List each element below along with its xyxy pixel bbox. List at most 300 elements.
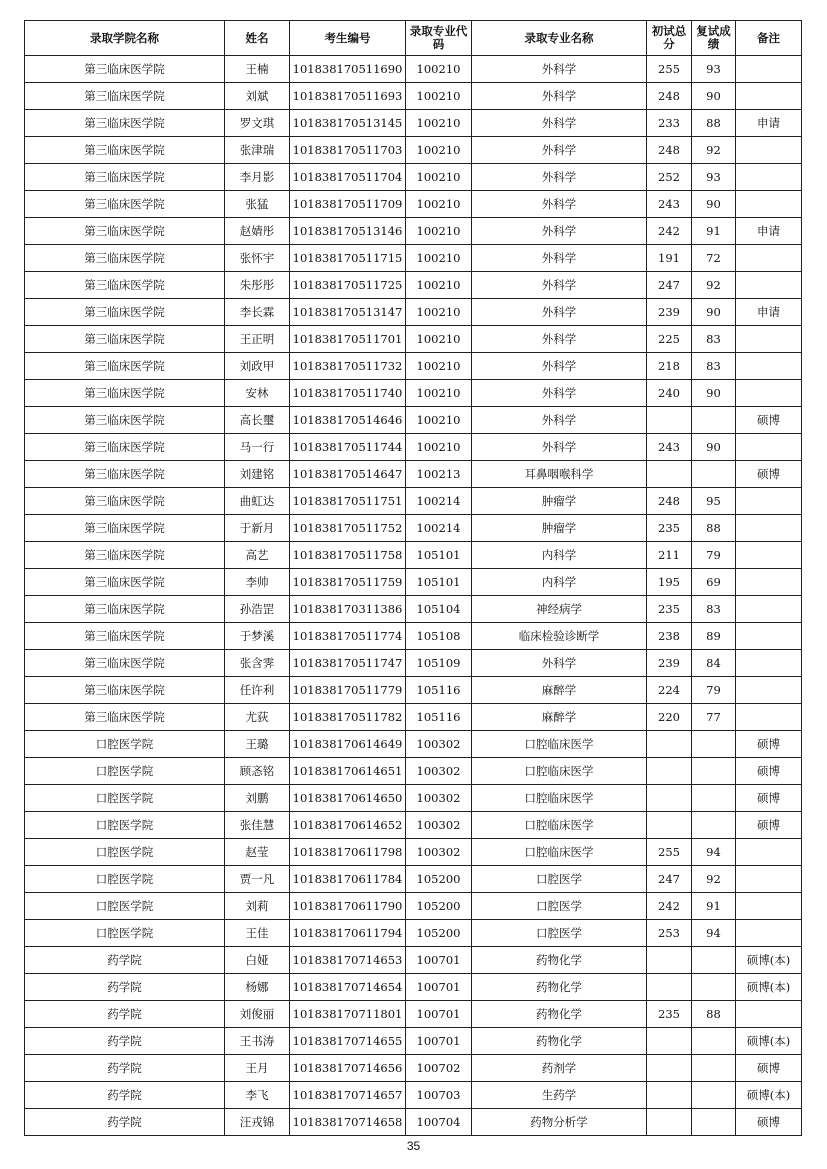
cell-college: 药学院: [25, 1109, 225, 1136]
cell-name: 刘建铭: [225, 461, 290, 488]
table-row: [25, 1001, 802, 1028]
cell-college: 第三临床医学院: [25, 245, 225, 272]
cell-name: 刘鹏: [225, 785, 290, 812]
cell-retest-score: [692, 1082, 736, 1109]
header-major-code: 录取专业代码: [406, 21, 472, 56]
cell-exam-id: 101838170511703: [290, 137, 406, 164]
cell-major-name: 内科学: [472, 542, 647, 569]
table-row: [25, 731, 802, 758]
cell-retest-score: [692, 1055, 736, 1082]
cell-initial-score: 247: [647, 866, 692, 893]
cell-major-code: 100701: [406, 974, 472, 1001]
cell-exam-id: 101838170614652: [290, 812, 406, 839]
cell-retest-score: 95: [692, 488, 736, 515]
table-row: [25, 812, 802, 839]
table-row: [25, 542, 802, 569]
cell-initial-score: 238: [647, 623, 692, 650]
cell-college: 第三临床医学院: [25, 407, 225, 434]
cell-college: 口腔医学院: [25, 920, 225, 947]
cell-retest-score: [692, 947, 736, 974]
cell-college: 口腔医学院: [25, 731, 225, 758]
cell-major-code: 105101: [406, 569, 472, 596]
cell-remark: [736, 515, 802, 542]
table-row: [25, 83, 802, 110]
cell-initial-score: [647, 758, 692, 785]
cell-remark: [736, 866, 802, 893]
cell-remark: 申请: [736, 218, 802, 245]
cell-remark: 硕博: [736, 785, 802, 812]
cell-college: 第三临床医学院: [25, 704, 225, 731]
page-number: 35: [406, 1139, 421, 1153]
cell-college: 第三临床医学院: [25, 515, 225, 542]
cell-name: 于梦溪: [225, 623, 290, 650]
cell-initial-score: 248: [647, 83, 692, 110]
cell-major-code: 105200: [406, 866, 472, 893]
cell-major-name: 外科学: [472, 326, 647, 353]
cell-name: 张佳慧: [225, 812, 290, 839]
cell-initial-score: 248: [647, 488, 692, 515]
cell-remark: [736, 839, 802, 866]
cell-exam-id: 101838170511752: [290, 515, 406, 542]
cell-major-name: 外科学: [472, 272, 647, 299]
cell-exam-id: 101838170511779: [290, 677, 406, 704]
cell-college: 口腔医学院: [25, 866, 225, 893]
cell-remark: [736, 56, 802, 83]
cell-major-name: 外科学: [472, 218, 647, 245]
cell-major-name: 口腔临床医学: [472, 839, 647, 866]
cell-name: 赵莹: [225, 839, 290, 866]
cell-name: 马一行: [225, 434, 290, 461]
cell-exam-id: 101838170611794: [290, 920, 406, 947]
cell-initial-score: 242: [647, 218, 692, 245]
cell-initial-score: 243: [647, 191, 692, 218]
cell-remark: [736, 488, 802, 515]
cell-name: 李月影: [225, 164, 290, 191]
cell-major-name: 外科学: [472, 407, 647, 434]
cell-initial-score: 233: [647, 110, 692, 137]
cell-retest-score: 94: [692, 920, 736, 947]
cell-major-name: 耳鼻咽喉科学: [472, 461, 647, 488]
cell-exam-id: 101838170511725: [290, 272, 406, 299]
cell-remark: 硕博: [736, 461, 802, 488]
table-row: [25, 434, 802, 461]
cell-major-code: 100302: [406, 758, 472, 785]
table-row: [25, 164, 802, 191]
cell-name: 李长霖: [225, 299, 290, 326]
table-row: [25, 272, 802, 299]
cell-remark: [736, 704, 802, 731]
cell-major-code: 105104: [406, 596, 472, 623]
cell-name: 王书涛: [225, 1028, 290, 1055]
cell-college: 第三临床医学院: [25, 218, 225, 245]
cell-name: 刘俊丽: [225, 1001, 290, 1028]
cell-remark: 硕博(本): [736, 974, 802, 1001]
cell-initial-score: 235: [647, 515, 692, 542]
cell-major-name: 外科学: [472, 110, 647, 137]
cell-major-code: 100210: [406, 326, 472, 353]
cell-exam-id: 101838170511758: [290, 542, 406, 569]
cell-remark: [736, 1001, 802, 1028]
cell-college: 药学院: [25, 1001, 225, 1028]
cell-major-name: 外科学: [472, 353, 647, 380]
cell-retest-score: 93: [692, 164, 736, 191]
cell-major-name: 外科学: [472, 83, 647, 110]
cell-major-name: 药剂学: [472, 1055, 647, 1082]
cell-initial-score: [647, 407, 692, 434]
cell-name: 李帅: [225, 569, 290, 596]
cell-major-name: 肿瘤学: [472, 515, 647, 542]
cell-remark: [736, 569, 802, 596]
cell-initial-score: [647, 947, 692, 974]
table-row: [25, 380, 802, 407]
cell-major-code: 100701: [406, 1001, 472, 1028]
cell-college: 口腔医学院: [25, 812, 225, 839]
table-row: [25, 515, 802, 542]
cell-exam-id: 101838170511740: [290, 380, 406, 407]
cell-name: 罗文琪: [225, 110, 290, 137]
cell-major-code: 100214: [406, 515, 472, 542]
cell-exam-id: 101838170711801: [290, 1001, 406, 1028]
cell-exam-id: 101838170614650: [290, 785, 406, 812]
cell-retest-score: 84: [692, 650, 736, 677]
cell-major-code: 100210: [406, 137, 472, 164]
table-row: [25, 974, 802, 1001]
cell-remark: [736, 380, 802, 407]
cell-exam-id: 101838170511774: [290, 623, 406, 650]
table-row: [25, 461, 802, 488]
cell-initial-score: [647, 1082, 692, 1109]
cell-initial-score: [647, 812, 692, 839]
cell-initial-score: 239: [647, 650, 692, 677]
cell-retest-score: 91: [692, 893, 736, 920]
cell-exam-id: 101838170614649: [290, 731, 406, 758]
cell-college: 第三临床医学院: [25, 110, 225, 137]
cell-name: 贾一凡: [225, 866, 290, 893]
header-initial-score: 初试总分: [647, 21, 692, 56]
cell-name: 张含霁: [225, 650, 290, 677]
cell-name: 王璐: [225, 731, 290, 758]
cell-name: 于新月: [225, 515, 290, 542]
cell-college: 第三临床医学院: [25, 677, 225, 704]
cell-major-name: 药物化学: [472, 1001, 647, 1028]
cell-retest-score: [692, 812, 736, 839]
cell-major-name: 麻醉学: [472, 704, 647, 731]
cell-major-code: 100210: [406, 191, 472, 218]
cell-remark: [736, 326, 802, 353]
cell-remark: [736, 83, 802, 110]
cell-name: 王楠: [225, 56, 290, 83]
cell-remark: [736, 434, 802, 461]
cell-name: 刘斌: [225, 83, 290, 110]
cell-major-name: 口腔临床医学: [472, 758, 647, 785]
cell-major-code: 105200: [406, 920, 472, 947]
cell-name: 杨娜: [225, 974, 290, 1001]
cell-college: 药学院: [25, 974, 225, 1001]
cell-major-code: 105108: [406, 623, 472, 650]
cell-name: 汪戎锦: [225, 1109, 290, 1136]
cell-exam-id: 101838170311386: [290, 596, 406, 623]
cell-college: 药学院: [25, 947, 225, 974]
cell-college: 第三临床医学院: [25, 326, 225, 353]
cell-retest-score: [692, 1109, 736, 1136]
cell-major-code: 100210: [406, 380, 472, 407]
cell-initial-score: 255: [647, 56, 692, 83]
table-row: [25, 137, 802, 164]
header-remark: 备注: [736, 21, 802, 56]
cell-remark: [736, 893, 802, 920]
cell-name: 李飞: [225, 1082, 290, 1109]
table-row: [25, 704, 802, 731]
cell-major-name: 口腔医学: [472, 866, 647, 893]
table-body: [25, 56, 802, 1136]
cell-exam-id: 101838170714658: [290, 1109, 406, 1136]
cell-major-name: 药物化学: [472, 974, 647, 1001]
cell-exam-id: 101838170511747: [290, 650, 406, 677]
cell-major-code: 105101: [406, 542, 472, 569]
cell-retest-score: [692, 974, 736, 1001]
header-name: 姓名: [225, 21, 290, 56]
cell-initial-score: [647, 785, 692, 812]
cell-major-code: 100210: [406, 110, 472, 137]
cell-major-code: 100302: [406, 839, 472, 866]
cell-college: 药学院: [25, 1055, 225, 1082]
table-row: [25, 758, 802, 785]
cell-retest-score: 91: [692, 218, 736, 245]
cell-name: 高长璽: [225, 407, 290, 434]
cell-name: 张猛: [225, 191, 290, 218]
cell-retest-score: [692, 758, 736, 785]
cell-college: 第三临床医学院: [25, 434, 225, 461]
cell-name: 张津瑞: [225, 137, 290, 164]
cell-college: 第三临床医学院: [25, 623, 225, 650]
cell-exam-id: 101838170511693: [290, 83, 406, 110]
table-row: [25, 488, 802, 515]
cell-remark: 硕博: [736, 758, 802, 785]
cell-major-name: 外科学: [472, 380, 647, 407]
cell-initial-score: [647, 1109, 692, 1136]
cell-major-name: 内科学: [472, 569, 647, 596]
cell-retest-score: 90: [692, 83, 736, 110]
cell-exam-id: 101838170714653: [290, 947, 406, 974]
cell-name: 张怀宇: [225, 245, 290, 272]
cell-exam-id: 101838170614651: [290, 758, 406, 785]
cell-major-code: 100210: [406, 299, 472, 326]
cell-major-name: 生药学: [472, 1082, 647, 1109]
table-row: [25, 245, 802, 272]
cell-retest-score: 92: [692, 272, 736, 299]
table-row: [25, 650, 802, 677]
cell-exam-id: 101838170714655: [290, 1028, 406, 1055]
cell-major-name: 神经病学: [472, 596, 647, 623]
cell-major-code: 100701: [406, 947, 472, 974]
cell-retest-score: 88: [692, 515, 736, 542]
cell-exam-id: 101838170714654: [290, 974, 406, 1001]
cell-remark: [736, 650, 802, 677]
cell-initial-score: 253: [647, 920, 692, 947]
cell-major-name: 口腔医学: [472, 920, 647, 947]
cell-major-name: 口腔医学: [472, 893, 647, 920]
cell-remark: 硕博: [736, 731, 802, 758]
cell-initial-score: 252: [647, 164, 692, 191]
table-row: [25, 866, 802, 893]
table-row: [25, 407, 802, 434]
cell-initial-score: [647, 1055, 692, 1082]
cell-retest-score: 77: [692, 704, 736, 731]
cell-major-name: 口腔临床医学: [472, 785, 647, 812]
cell-exam-id: 101838170511709: [290, 191, 406, 218]
cell-initial-score: 195: [647, 569, 692, 596]
cell-exam-id: 101838170611798: [290, 839, 406, 866]
cell-exam-id: 101838170513146: [290, 218, 406, 245]
cell-name: 赵婧彤: [225, 218, 290, 245]
cell-college: 药学院: [25, 1028, 225, 1055]
table-row: [25, 785, 802, 812]
cell-major-code: 100210: [406, 218, 472, 245]
cell-initial-score: 240: [647, 380, 692, 407]
table-row: [25, 623, 802, 650]
cell-major-code: 100210: [406, 434, 472, 461]
cell-exam-id: 101838170511782: [290, 704, 406, 731]
cell-retest-score: 90: [692, 191, 736, 218]
cell-college: 第三临床医学院: [25, 191, 225, 218]
cell-retest-score: 83: [692, 353, 736, 380]
cell-college: 药学院: [25, 1082, 225, 1109]
cell-major-code: 100302: [406, 785, 472, 812]
cell-remark: 硕博(本): [736, 947, 802, 974]
table-row: [25, 56, 802, 83]
cell-retest-score: 72: [692, 245, 736, 272]
cell-remark: [736, 623, 802, 650]
cell-remark: [736, 272, 802, 299]
cell-initial-score: 235: [647, 1001, 692, 1028]
cell-exam-id: 101838170511690: [290, 56, 406, 83]
cell-retest-score: 89: [692, 623, 736, 650]
cell-college: 第三临床医学院: [25, 56, 225, 83]
cell-major-name: 外科学: [472, 191, 647, 218]
cell-major-code: 100302: [406, 731, 472, 758]
table-row: [25, 947, 802, 974]
cell-major-code: 105116: [406, 677, 472, 704]
cell-major-name: 外科学: [472, 434, 647, 461]
cell-retest-score: 88: [692, 1001, 736, 1028]
table-row: [25, 1082, 802, 1109]
table-row: [25, 299, 802, 326]
cell-retest-score: 90: [692, 434, 736, 461]
cell-college: 第三临床医学院: [25, 596, 225, 623]
cell-remark: [736, 920, 802, 947]
cell-retest-score: 90: [692, 299, 736, 326]
cell-remark: 申请: [736, 299, 802, 326]
cell-name: 王正明: [225, 326, 290, 353]
cell-retest-score: 90: [692, 380, 736, 407]
cell-exam-id: 101838170511701: [290, 326, 406, 353]
cell-major-name: 口腔临床医学: [472, 731, 647, 758]
cell-major-code: 100704: [406, 1109, 472, 1136]
table-row: [25, 596, 802, 623]
cell-initial-score: 224: [647, 677, 692, 704]
cell-initial-score: 235: [647, 596, 692, 623]
cell-name: 王佳: [225, 920, 290, 947]
cell-college: 第三临床医学院: [25, 353, 225, 380]
cell-exam-id: 101838170513147: [290, 299, 406, 326]
cell-remark: [736, 245, 802, 272]
cell-major-code: 105200: [406, 893, 472, 920]
cell-college: 口腔医学院: [25, 893, 225, 920]
header-exam-id: 考生编号: [290, 21, 406, 56]
cell-name: 刘莉: [225, 893, 290, 920]
cell-major-code: 100702: [406, 1055, 472, 1082]
cell-major-name: 外科学: [472, 245, 647, 272]
table-row: [25, 218, 802, 245]
cell-exam-id: 101838170514646: [290, 407, 406, 434]
cell-exam-id: 101838170511751: [290, 488, 406, 515]
table-row: [25, 326, 802, 353]
cell-name: 安林: [225, 380, 290, 407]
cell-initial-score: 248: [647, 137, 692, 164]
cell-major-name: 口腔临床医学: [472, 812, 647, 839]
cell-initial-score: 225: [647, 326, 692, 353]
cell-college: 第三临床医学院: [25, 83, 225, 110]
table-row: [25, 353, 802, 380]
cell-retest-score: [692, 785, 736, 812]
cell-initial-score: [647, 731, 692, 758]
cell-major-name: 外科学: [472, 650, 647, 677]
cell-initial-score: 211: [647, 542, 692, 569]
cell-retest-score: 94: [692, 839, 736, 866]
table-row: [25, 1028, 802, 1055]
cell-college: 第三临床医学院: [25, 299, 225, 326]
cell-remark: [736, 137, 802, 164]
cell-retest-score: 79: [692, 677, 736, 704]
table-row: [25, 191, 802, 218]
cell-college: 第三临床医学院: [25, 542, 225, 569]
cell-remark: 硕博: [736, 812, 802, 839]
cell-college: 第三临床医学院: [25, 650, 225, 677]
cell-remark: 硕博(本): [736, 1082, 802, 1109]
cell-initial-score: [647, 1028, 692, 1055]
cell-major-name: 外科学: [472, 164, 647, 191]
cell-retest-score: 83: [692, 326, 736, 353]
cell-major-name: 药物分析学: [472, 1109, 647, 1136]
cell-college: 第三临床医学院: [25, 488, 225, 515]
cell-major-code: 100214: [406, 488, 472, 515]
cell-college: 口腔医学院: [25, 785, 225, 812]
cell-major-code: 100210: [406, 56, 472, 83]
table-row: [25, 839, 802, 866]
table-row: [25, 920, 802, 947]
cell-initial-score: 243: [647, 434, 692, 461]
cell-remark: 硕博(本): [736, 1028, 802, 1055]
cell-initial-score: 218: [647, 353, 692, 380]
table-row: [25, 677, 802, 704]
cell-remark: 硕博: [736, 1055, 802, 1082]
cell-exam-id: 101838170611784: [290, 866, 406, 893]
cell-remark: [736, 677, 802, 704]
header-college: 录取学院名称: [25, 21, 225, 56]
cell-retest-score: [692, 1028, 736, 1055]
cell-name: 顾忞铭: [225, 758, 290, 785]
cell-retest-score: [692, 407, 736, 434]
cell-initial-score: 191: [647, 245, 692, 272]
cell-retest-score: 69: [692, 569, 736, 596]
admission-table: [24, 20, 802, 1136]
table-row: [25, 110, 802, 137]
table-row: [25, 569, 802, 596]
cell-initial-score: 247: [647, 272, 692, 299]
cell-major-code: 100210: [406, 272, 472, 299]
cell-exam-id: 101838170511744: [290, 434, 406, 461]
header-retest-score: 复试成绩: [692, 21, 736, 56]
